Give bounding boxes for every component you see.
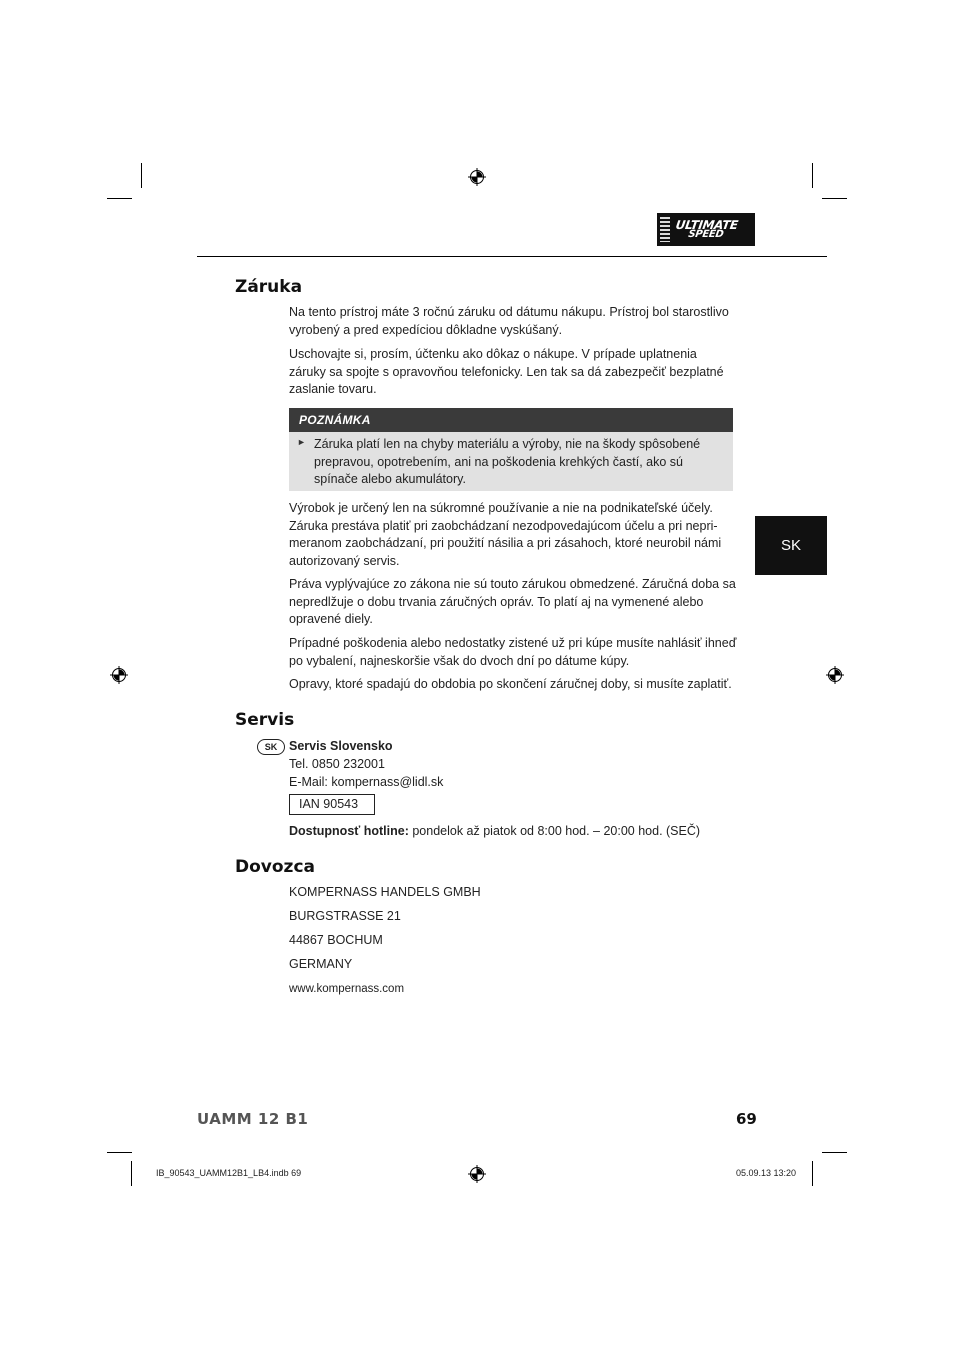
country-badge: SK [257,739,285,755]
service-email: E-Mail: kompernass@lidl.sk [289,775,444,789]
hotline-value: pondelok až piatok od 8:00 hod. – 20:00 hod. (SEČ) [408,824,701,838]
registration-mark-icon [468,1165,486,1183]
service-name [289,738,737,756]
bullet-arrow-icon: ► [297,437,306,447]
zaruka-paragraph-4: Práva vyplývajúce zo zákona nie sú touto zárukou obmedzené. Záručná doba sa nepredlžuje o dobu trvania záručných opráv. To platí aj na vymenené alebo opravené diely. [289,577,736,626]
language-tab: SK [755,516,827,575]
crop-mark [822,198,847,199]
note-box [289,432,733,491]
logo-line1: ULTIMATE [674,217,739,232]
section-title-zaruka: Záruka [235,277,303,297]
hotline-line [289,823,737,841]
registration-mark-icon [110,666,128,684]
hotline-label: Dostupnosť hotline: [289,824,409,838]
registration-mark-icon [826,666,844,684]
header-rule [197,256,827,257]
section-title-servis: Servis [235,710,295,730]
ian-box: IAN 90543 [289,794,375,815]
footer-model: UAMM 12 B1 [197,1110,309,1128]
crop-mark [131,1161,132,1186]
crop-mark [812,1161,813,1186]
importer-website: www.kompernass.com [289,983,405,995]
ultimate-speed-logo [657,213,755,246]
registration-mark-icon [468,168,486,186]
logo-line2: SPEED [687,228,725,240]
page-number: 69 [736,1110,757,1128]
note-text: Záruka platí len na chyby materiálu a výroby, nie na škody spôsobené prepravou, opotrebením, ani na poškodenia krehkých častí, ako sú spínače alebo akumulátory. [314,437,701,486]
importer-line-1: KOMPERNASS HANDELS GMBH [289,885,481,899]
zaruka-paragraph-2: Uschovajte si, prosím, účtenku ako dôkaz o nákupe. V prípade uplatnenia záruky sa spojte s opravovňou telefonicky. Len tak sa dá zabezpečiť bezplatné zaslanie tovaru. [289,347,724,396]
section-title-dovozca: Dovozca [235,857,315,877]
importer-line-2: BURGSTRASSE 21 [289,909,401,923]
note-title: POZNÁMKA [289,408,733,432]
crop-mark [107,198,132,199]
crop-mark [107,1152,132,1153]
crop-mark [812,163,813,188]
zaruka-paragraph-6: Opravy, ktoré spadajú do obdobia po skončení záručnej doby, si musíte zaplatiť. [289,677,732,691]
service-name-text: Servis Slovensko [289,739,393,753]
zaruka-paragraph-5: Prípadné poškodenia alebo nedostatky zistené už pri kúpe musíte nahlásiť ihneď po vybalení, najneskoršie však do dvoch dní po dátume kúpy. [289,636,737,668]
importer-line-3: 44867 BOCHUM [289,933,383,947]
logo-text [674,217,739,240]
crop-mark [141,163,142,188]
print-slug-date: 05.09.13 13:20 [736,1168,797,1178]
zaruka-paragraph-1: Na tento prístroj máte 3 ročnú záruku od dátumu nákupu. Prístroj bol starostlivo vyrobený a pred expedíciou dôkladne vyskúšaný. [289,305,729,337]
print-slug-file: IB_90543_UAMM12B1_LB4.indb 69 [156,1168,302,1178]
importer-line-4: GERMANY [289,957,353,971]
zaruka-paragraph-3: Výrobok je určený len na súkromné používanie a nie na podnikateľské účely. Záruka prestáva platiť pri zaobchádzaní nezodpovedajúcom účelu a pri nepri-meranom zaobchádzaní, pri použití násilia a pri zásahoch, ktoré neurobil námi autorizovaný servis. [289,501,722,568]
crop-mark [822,1152,847,1153]
service-tel: Tel. 0850 232001 [289,757,385,771]
logo-stripes [660,217,670,242]
